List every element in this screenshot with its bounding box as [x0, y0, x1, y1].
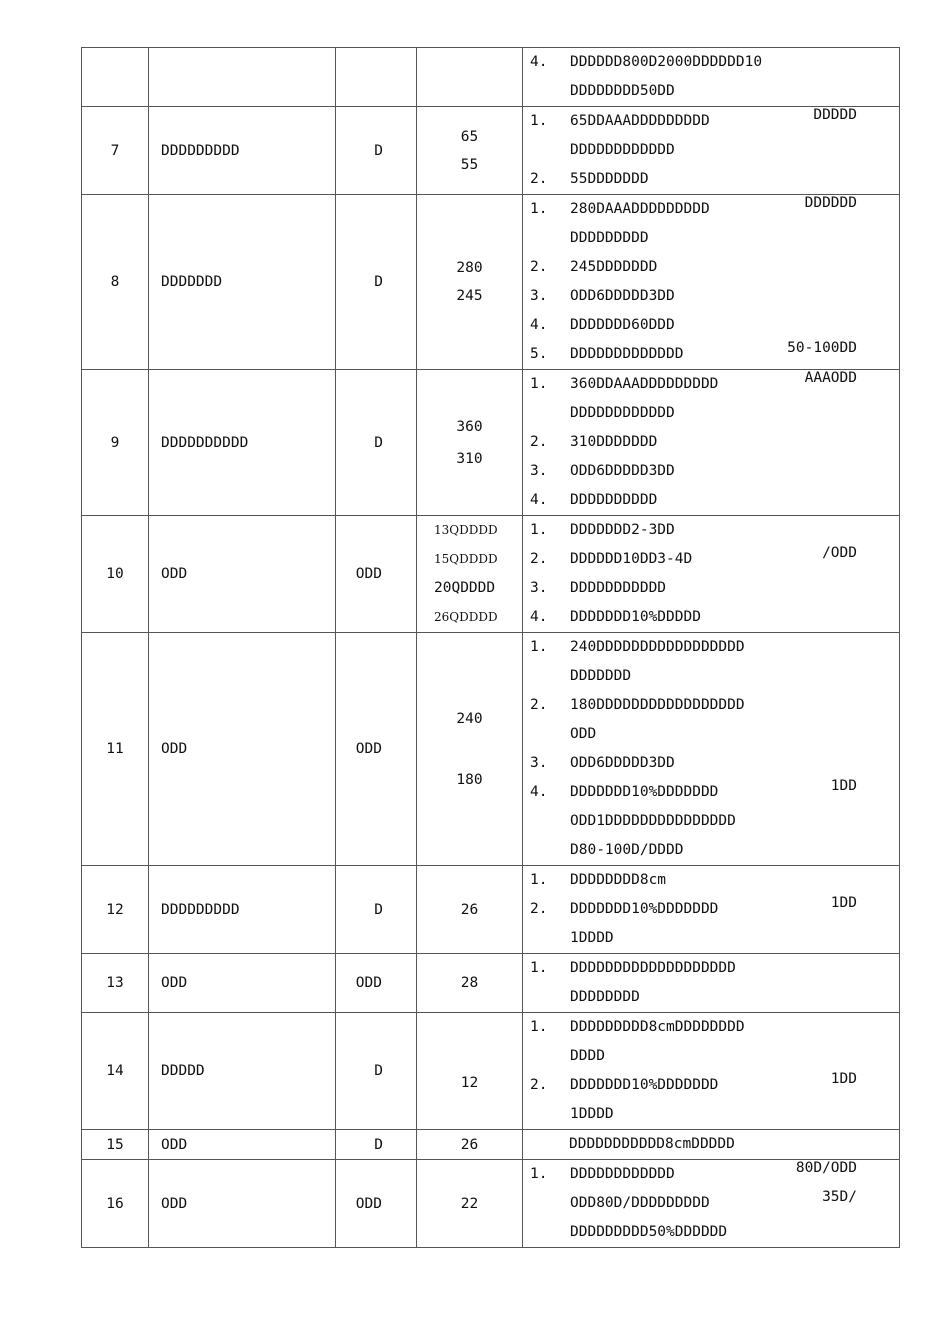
note-text: DDDDDDDDDD — [570, 492, 658, 508]
row-number: 9 — [82, 370, 149, 516]
item-name: ODD — [149, 1130, 336, 1160]
price-value: 26QDDDD — [434, 610, 498, 624]
note-text: DDDDDDDD8cm — [570, 872, 667, 888]
note-text: DDDDDDDDDDD8cmDDDDD — [569, 1136, 735, 1152]
item-notes — [523, 1013, 900, 1130]
item-prices — [417, 48, 523, 107]
table-row — [82, 1160, 900, 1248]
note-text: 245DDDDDDD — [570, 259, 658, 275]
note-line — [523, 253, 899, 282]
note-line — [523, 603, 899, 632]
note-line — [523, 77, 899, 106]
item-name: DDDDDDDDDD — [149, 370, 336, 516]
note-number: 1. — [530, 639, 548, 655]
item-notes — [523, 1130, 900, 1160]
table-row — [82, 1013, 900, 1130]
price-value: 360 — [456, 418, 483, 435]
note-line — [523, 340, 899, 369]
price-value: 13QDDDD — [434, 523, 498, 537]
note-line — [523, 370, 899, 399]
note-text: DDDDDDDDDDDD — [570, 1166, 675, 1182]
item-name: ODD — [149, 633, 336, 866]
note-text: DDDDDD10DD3-4D — [570, 551, 693, 567]
note-line — [523, 836, 899, 865]
table-row — [82, 516, 900, 633]
note-line — [523, 1042, 899, 1071]
row-number — [82, 48, 149, 107]
note-text: DDDDDDD2-3DD — [570, 522, 675, 538]
item-name: DDDDDDDDD — [149, 107, 336, 195]
item-name — [149, 48, 336, 107]
note-text: 360DDAAADDDDDDDDD — [570, 376, 719, 392]
item-notes — [523, 866, 900, 954]
note-number — [530, 836, 570, 865]
note-line — [523, 457, 899, 486]
note-line — [523, 545, 899, 574]
note-line — [523, 1218, 899, 1247]
note-text: DDDDDDDDD50%DDDDDD — [570, 1224, 728, 1240]
note-number — [530, 983, 570, 1012]
item-prices — [417, 1130, 523, 1160]
item-unit: ODD — [336, 1160, 417, 1248]
note-line — [523, 778, 899, 807]
note-text: DDDDDD800D2000DDDDDD10 — [570, 54, 763, 70]
item-prices — [417, 370, 523, 516]
note-right: DDDDDD — [804, 195, 857, 211]
item-unit: ODD — [336, 954, 417, 1013]
note-right: 80D/ODD — [795, 1160, 857, 1176]
note-line — [523, 749, 899, 778]
note-number — [530, 77, 570, 106]
note-number: 4. — [530, 492, 548, 508]
note-number: 3. — [530, 755, 548, 771]
note-line — [523, 691, 899, 720]
item-unit: D — [336, 370, 417, 516]
row-number: 10 — [82, 516, 149, 633]
note-number: 1. — [530, 1166, 548, 1182]
note-text: 1DDDD — [570, 930, 614, 946]
item-unit: ODD — [336, 516, 417, 633]
note-text: ODD80D/DDDDDDDDD — [570, 1195, 710, 1211]
note-text: ODD6DDDDD3DD — [570, 755, 675, 771]
note-right: AAAODD — [804, 370, 857, 386]
note-text: DDDDDDD — [570, 668, 632, 684]
note-number: 3. — [530, 580, 548, 596]
item-name: ODD — [149, 516, 336, 633]
note-text: 1DDDD — [570, 1106, 614, 1122]
note-text: DDDDDDD10%DDDDD — [570, 609, 701, 625]
note-line — [523, 807, 899, 836]
price-value: 240 — [456, 710, 483, 727]
note-text: 65DDAAADDDDDDDDD — [570, 113, 710, 129]
table-row — [82, 195, 900, 370]
item-unit: D — [336, 1013, 417, 1130]
item-unit: D — [336, 107, 417, 195]
note-number — [530, 662, 570, 691]
note-line — [523, 195, 899, 224]
note-number: 2. — [530, 901, 548, 917]
note-text: DDDDDDD10%DDDDDDD — [570, 784, 719, 800]
note-text: D80-100D/DDDD — [570, 842, 684, 858]
item-notes — [523, 195, 900, 370]
note-right: 1DD — [830, 1071, 857, 1087]
price-value: 26 — [460, 1136, 479, 1153]
note-text: DDDD — [570, 1048, 605, 1064]
row-number: 12 — [82, 866, 149, 954]
note-text: DDDDDDDD50DD — [570, 83, 675, 99]
item-unit: D — [336, 1130, 417, 1160]
note-right: 1DD — [830, 895, 857, 911]
note-number: 1. — [530, 960, 548, 976]
note-line — [523, 48, 899, 77]
note-number: 1. — [530, 1019, 548, 1035]
item-prices — [417, 516, 523, 633]
item-notes — [523, 107, 900, 195]
price-value: 26 — [460, 901, 479, 918]
note-text: 310DDDDDDD — [570, 434, 658, 450]
note-text: DDDDDDD10%DDDDDDD — [570, 901, 719, 917]
note-number: 2. — [530, 697, 548, 713]
note-text: DDDDDDDDD8cmDDDDDDDD — [570, 1019, 745, 1035]
table-row — [82, 633, 900, 866]
note-line — [523, 924, 899, 953]
item-unit: D — [336, 195, 417, 370]
price-value: 180 — [456, 771, 483, 788]
note-text: 180DDDDDDDDDDDDDDDDD — [570, 697, 745, 713]
price-value: 12 — [460, 1075, 479, 1091]
note-number: 2. — [530, 434, 548, 450]
item-name: ODD — [149, 1160, 336, 1248]
price-value: 65 — [460, 128, 479, 145]
note-text: DDDDDDDDDDDDD — [570, 346, 684, 362]
note-number: 1. — [530, 376, 548, 392]
item-notes — [523, 516, 900, 633]
note-line — [523, 954, 899, 983]
note-right: /ODD — [822, 545, 857, 561]
note-number: 1. — [530, 522, 548, 538]
item-notes — [523, 954, 900, 1013]
note-number: 2. — [530, 171, 548, 187]
price-value: 55 — [460, 156, 479, 173]
note-line — [523, 720, 899, 749]
price-value: 22 — [460, 1195, 479, 1212]
note-number — [530, 1189, 570, 1218]
note-number — [530, 399, 570, 428]
note-number — [530, 1218, 570, 1247]
table-row — [82, 107, 900, 195]
note-line — [523, 224, 899, 253]
item-name: DDDDD — [149, 1013, 336, 1130]
note-text: 240DDDDDDDDDDDDDDDDD — [570, 639, 745, 655]
note-number: 5. — [530, 346, 548, 362]
row-number: 14 — [82, 1013, 149, 1130]
item-unit: ODD — [336, 633, 417, 866]
item-prices — [417, 866, 523, 954]
note-line — [523, 282, 899, 311]
row-number: 15 — [82, 1130, 149, 1160]
item-unit: D — [336, 866, 417, 954]
note-line — [523, 1100, 899, 1129]
note-text: DDDDDDDDD — [570, 230, 649, 246]
price-value: 20QDDDD — [434, 580, 496, 596]
note-number — [530, 924, 570, 953]
item-prices — [417, 633, 523, 866]
note-text: DDDDDDDD — [570, 989, 640, 1005]
note-line — [523, 486, 899, 515]
note-line — [523, 866, 899, 895]
note-number: 2. — [530, 259, 548, 275]
table-row — [82, 954, 900, 1013]
note-number — [530, 720, 570, 749]
row-number: 8 — [82, 195, 149, 370]
note-text: ODD6DDDDD3DD — [570, 463, 675, 479]
note-text: DDDDDDDDDDDD — [570, 142, 675, 158]
price-value: 28 — [460, 975, 479, 991]
note-number: 1. — [530, 113, 548, 129]
row-number: 11 — [82, 633, 149, 866]
item-prices — [417, 1160, 523, 1248]
item-prices — [417, 954, 523, 1013]
note-line — [523, 165, 899, 194]
note-right: 35D/ — [822, 1189, 857, 1205]
note-text: ODD — [570, 726, 597, 742]
note-right: DDDDD — [813, 107, 857, 123]
price-value: 310 — [456, 450, 483, 467]
note-line — [523, 399, 899, 428]
item-prices — [417, 195, 523, 370]
note-text: DDDDDDD10%DDDDDDD — [570, 1077, 719, 1093]
item-prices — [417, 1013, 523, 1130]
note-line — [523, 1160, 899, 1189]
note-number: 4. — [530, 784, 548, 800]
note-text: DDDDDDDDDDD — [570, 580, 667, 596]
note-text: DDDDDDDDDDDDDDDDDDD — [570, 960, 736, 976]
note-text: ODD1DDDDDDDDDDDDDDD — [570, 813, 736, 829]
item-notes — [523, 370, 900, 516]
row-number: 13 — [82, 954, 149, 1013]
item-notes — [523, 633, 900, 866]
note-number — [530, 1100, 570, 1129]
note-number: 3. — [530, 463, 548, 479]
note-number — [530, 136, 570, 165]
note-number: 2. — [530, 551, 548, 567]
note-line — [523, 311, 899, 340]
note-line — [523, 428, 899, 457]
table-row — [82, 48, 900, 107]
note-line — [523, 136, 899, 165]
note-line — [523, 1189, 899, 1218]
note-text: DDDDDDD60DDD — [570, 317, 675, 333]
note-line — [523, 107, 899, 136]
note-right: 50-100DD — [787, 340, 857, 356]
note-line — [523, 983, 899, 1012]
note-number — [530, 224, 570, 253]
note-text: 55DDDDDDD — [570, 171, 649, 187]
note-number: 4. — [530, 609, 548, 625]
item-notes — [523, 1160, 900, 1248]
item-unit — [336, 48, 417, 107]
item-prices — [417, 107, 523, 195]
table-row — [82, 370, 900, 516]
note-number — [530, 1042, 570, 1071]
note-line — [523, 662, 899, 691]
note-text: ODD6DDDDD3DD — [570, 288, 675, 304]
item-name: DDDDDDDDD — [149, 866, 336, 954]
note-number: 4. — [530, 317, 548, 333]
price-value: 15QDDDD — [434, 552, 498, 566]
note-number: 3. — [530, 288, 548, 304]
item-notes — [523, 48, 900, 107]
note-line — [523, 574, 899, 603]
price-value: 280 — [456, 260, 483, 276]
note-line — [523, 1013, 899, 1042]
note-number: 1. — [530, 872, 548, 888]
price-value: 245 — [456, 288, 483, 304]
note-text: 280DAAADDDDDDDDD — [570, 201, 710, 217]
item-name: DDDDDDD — [149, 195, 336, 370]
price-table — [81, 47, 900, 1248]
item-name: ODD — [149, 954, 336, 1013]
note-number — [530, 807, 570, 836]
row-number: 16 — [82, 1160, 149, 1248]
note-right: 1DD — [830, 778, 857, 794]
note-number: 2. — [530, 1077, 548, 1093]
table-row — [82, 1130, 900, 1160]
note-line — [523, 633, 899, 662]
row-number: 7 — [82, 107, 149, 195]
note-line — [523, 1071, 899, 1100]
note-number: 4. — [530, 54, 548, 70]
table-row — [82, 866, 900, 954]
note-number: 1. — [530, 201, 548, 217]
note-line — [523, 516, 899, 545]
note-text: DDDDDDDDDDDD — [570, 405, 675, 421]
note-line — [523, 895, 899, 924]
